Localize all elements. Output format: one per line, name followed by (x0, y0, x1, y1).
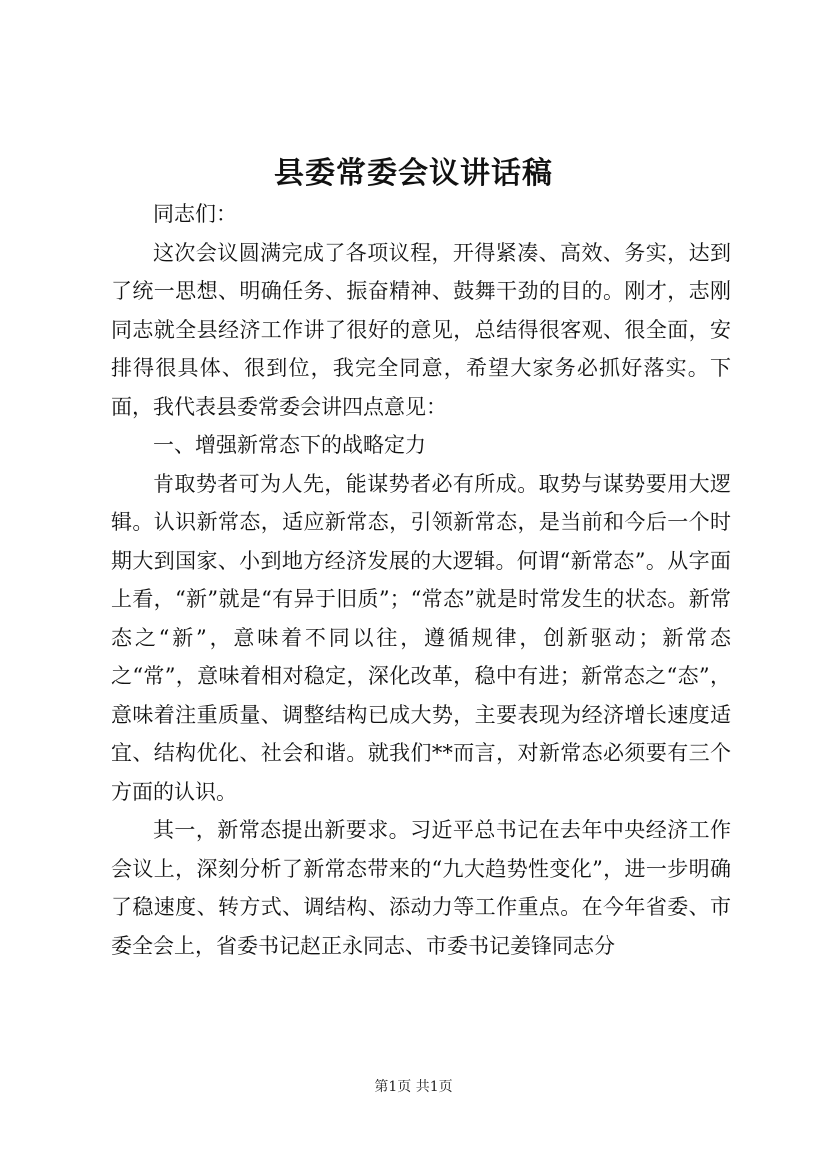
salutation-paragraph: 同志们： (153, 202, 237, 226)
body-paragraph: 肯取势者可为人先，能谋势者必有所成。取势与谋势要用大逻辑。认识新常态，适应新常态，引领新常态，是当前和今后一个时期大到国家、小到地方经济发展的大逻辑。何谓“新常态”。从字面上看，“新”就是“有异于旧质”；“常态”就是时常发生的状态。新常态之“新”，意味着不同以往，遵循规律，创新驱动；新常态之“常”，意味着相对稳定，深化改革，稳中有进；新常态之“态”，意味着注重质量、调整结构已成大势，主要表现为经济增长速度适宜、结构优化、社会和谐。就我们**而言，对新常态必须要有三个方面的认识。 (111, 471, 731, 804)
document-body (111, 195, 731, 965)
section-heading-1: 一、增强新常态下的战略定力 (153, 433, 426, 457)
document-title: 县委常委会议讲话稿 (274, 156, 553, 191)
page-footer: 第1页 共1页 (374, 1079, 453, 1095)
intro-paragraph: 这次会议圆满完成了各项议程，开得紧凑、高效、务实，达到了统一思想、明确任务、振奋精神、鼓舞干劲的目的。刚才，志刚同志就全县经济工作讲了很好的意见，总结得很客观、很全面，安排得很具体、很到位，我完全同意，希望大家务必抓好落实。下面，我代表县委常委会讲四点意见： (111, 240, 731, 419)
body-paragraph: 其一，新常态提出新要求。习近平总书记在去年中央经济工作会议上，深刻分析了新常态带来的“九大趋势性变化”，进一步明确了稳速度、转方式、调结构、添动力等工作重点。在今年省委、市委全会上，省委书记赵正永同志、市委书记姜锋同志分 (111, 818, 731, 958)
